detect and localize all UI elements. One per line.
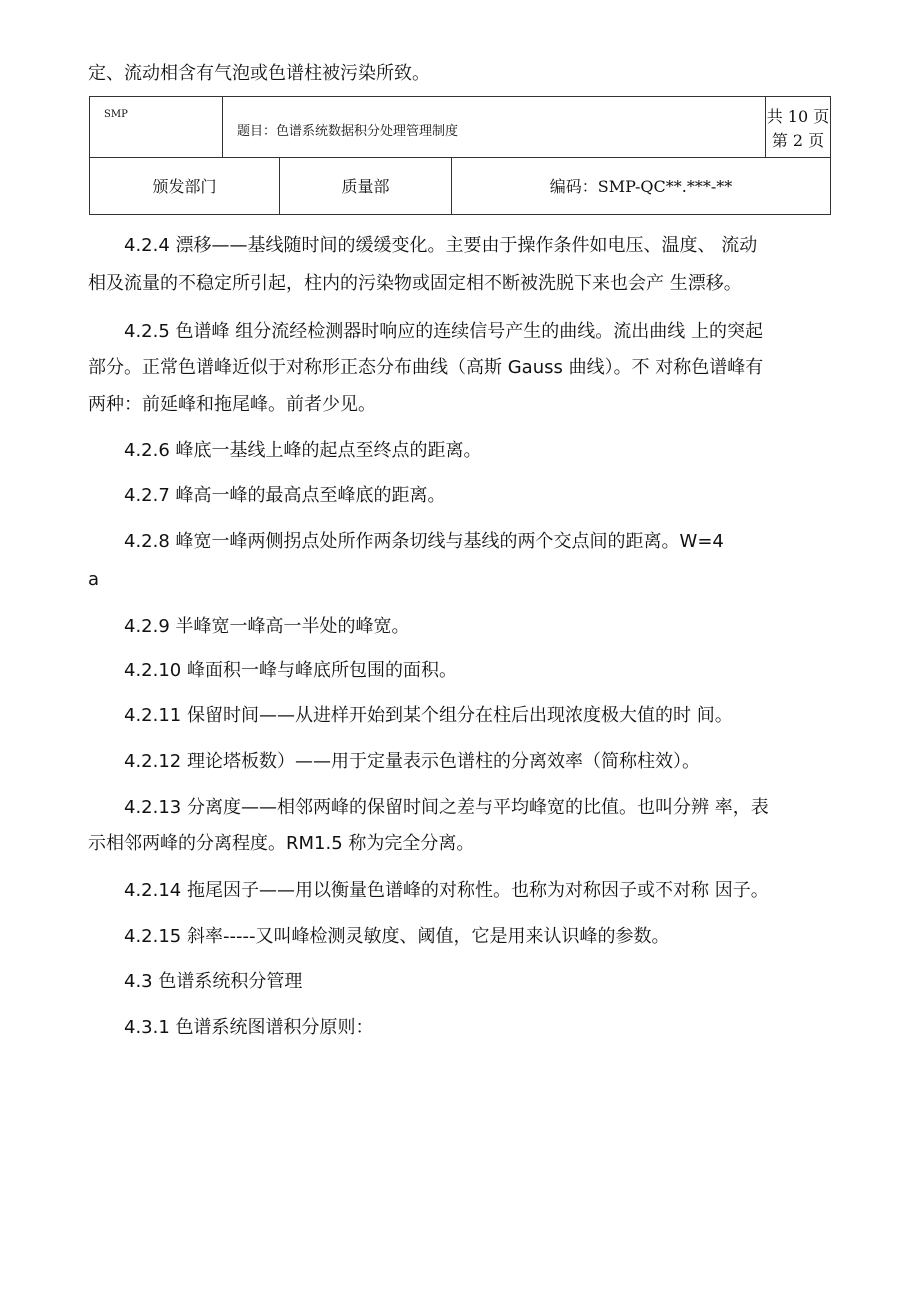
continued-text: 定、流动相含有气泡或色谱柱被污染所致。 [88, 63, 430, 84]
smp-cell [90, 97, 223, 157]
smp-label: SMP [104, 109, 128, 120]
document-header-table [89, 96, 831, 215]
paragraph-4-2-8-cont: a [88, 569, 100, 590]
dept-label: 颁发部门 [152, 177, 217, 196]
current-page: 第 2 页 [771, 131, 825, 150]
paragraph-4-2-13: 4.2.13 分离度——相邻两峰的保留时间之差与平均峰宽的比值。也叫分辨 率，表 [124, 797, 769, 818]
header-row-title [90, 97, 830, 158]
dept-value: 质量部 [341, 177, 390, 196]
paragraph-4-2-6: 4.2.6 峰底一基线上峰的起点至终点的距离。 [124, 440, 482, 461]
section-4-3-heading: 4.3 色谱系统积分管理 [124, 971, 303, 992]
document-title: 题目：色谱系统数据积分处理管理制度 [237, 124, 459, 139]
header-row-meta [90, 158, 830, 215]
paragraph-4-2-13-cont: 示相邻两峰的分离程度。RM1.5 称为完全分离。 [88, 833, 475, 854]
title-cell [223, 97, 766, 157]
paragraph-4-2-11: 4.2.11 保留时间——从进样开始到某个组分在柱后出现浓度极大值的时 间。 [124, 705, 733, 726]
paragraph-4-2-10: 4.2.10 峰面积一峰与峰底所包围的面积。 [124, 660, 457, 681]
paragraph-4-2-7: 4.2.7 峰高一峰的最高点至峰底的距离。 [124, 485, 446, 506]
dept-label-cell [90, 158, 280, 215]
paragraph-4-2-15: 4.2.15 斜率-----又叫峰检测灵敏度、阈值，它是用来认识峰的参数。 [124, 926, 670, 947]
paragraph-4-2-5-cont: 部分。正常色谱峰近似于对称形正态分布曲线（高斯 Gauss 曲线）。不 对称色谱峰有 [88, 357, 764, 378]
paragraph-4-2-5-cont2: 两种：前延峰和拖尾峰。前者少见。 [88, 394, 376, 415]
paragraph-4-2-8: 4.2.8 峰宽一峰两侧拐点处所作两条切线与基线的两个交点间的距离。W=4 [124, 531, 724, 552]
total-pages: 共 10 页 [766, 107, 830, 126]
paragraph-4-2-14: 4.2.14 拖尾因子——用以衡量色谱峰的对称性。也称为对称因子或不对称 因子。 [124, 880, 769, 901]
code-cell [452, 158, 830, 215]
document-code: 编码：SMP-QC**.***-** [549, 177, 733, 196]
section-4-3-1-heading: 4.3.1 色谱系统图谱积分原则： [124, 1017, 374, 1038]
page-count-cell [766, 97, 830, 157]
paragraph-4-2-5: 4.2.5 色谱峰 组分流经检测器时响应的连续信号产生的曲线。流出曲线 上的突起 [124, 321, 763, 342]
paragraph-4-2-4: 4.2.4 漂移——基线随时间的缓缓变化。主要由于操作条件如电压、温度、 流动 [124, 235, 758, 256]
dept-value-cell [280, 158, 452, 215]
paragraph-4-2-9: 4.2.9 半峰宽一峰高一半处的峰宽。 [124, 616, 410, 637]
paragraph-4-2-4-cont: 相及流量的不稳定所引起，柱内的污染物或固定相不断被洗脱下来也会产 生漂移。 [88, 273, 742, 294]
paragraph-4-2-12: 4.2.12 理论塔板数）——用于定量表示色谱柱的分离效率（简称柱效）。 [124, 751, 700, 772]
